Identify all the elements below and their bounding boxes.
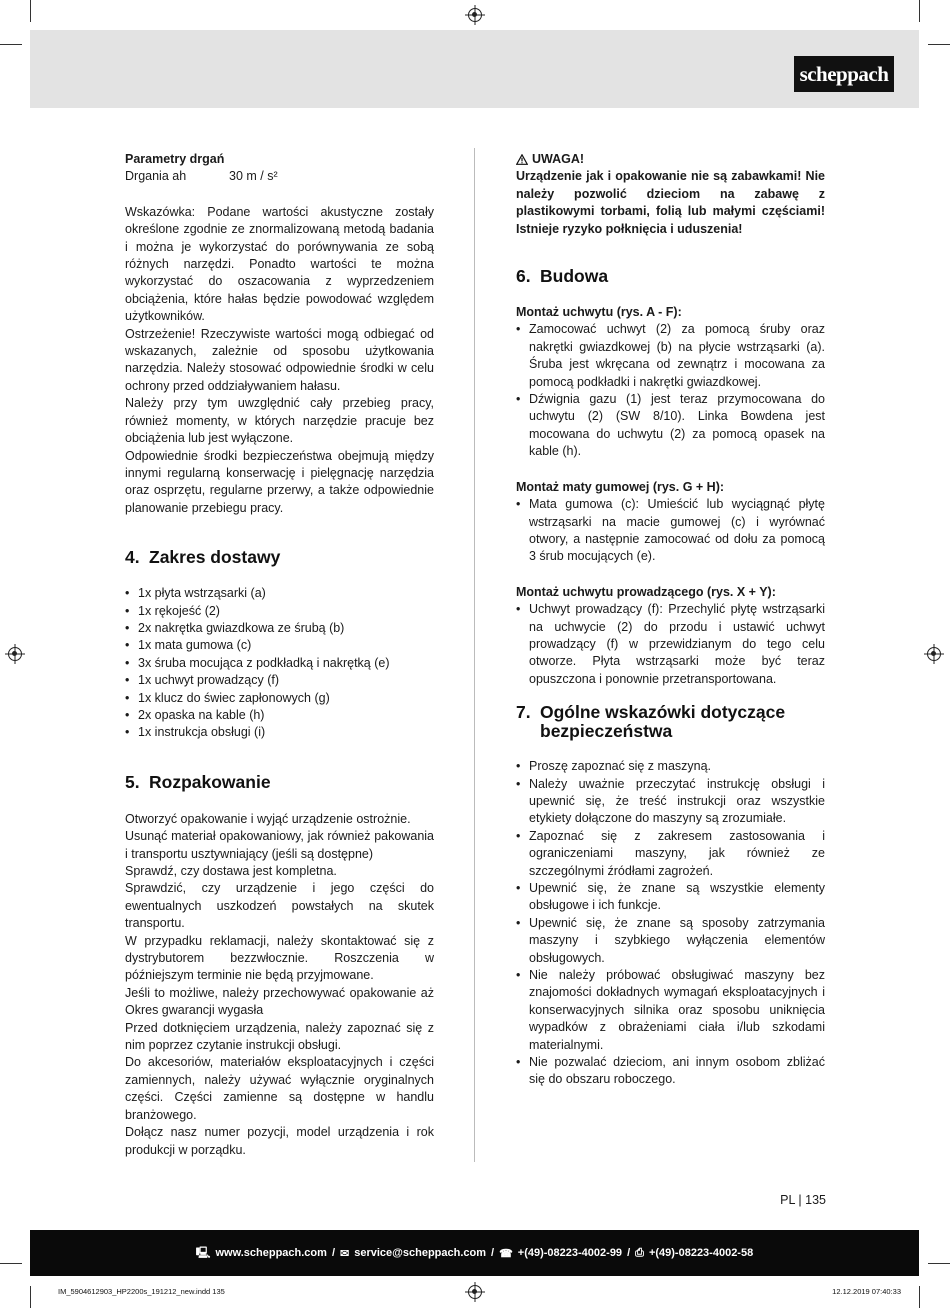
group-heading: Montaż maty gumowej (rys. G + H): bbox=[516, 479, 725, 494]
list-item: • 3x śruba mocująca z podkładką i nakrętką (e) bbox=[125, 655, 434, 672]
registration-mark-icon bbox=[927, 647, 941, 661]
note-paragraph: Wskazówka: Podane wartości akustyczne zostały określone zgodnie ze znormalizowaną metodą badania i można je wykorzystać do porównywania ze sobą różnych narzędzi. Ponadto wartości te można wykorzystać do oszacowania z wyprzedzeniem obciążenia, które hałas będzie powodować względem użytkowników. bbox=[125, 204, 434, 324]
group-heading: Montaż uchwytu prowadzącego (rys. X + Y): bbox=[516, 584, 776, 599]
footer-bar: 🖳 www.scheppach.com / ✉ service@scheppach.com / ☎ +(49)-08223-4002-99 / ⎙ +(49)-08223-4002-58 bbox=[30, 1230, 919, 1276]
unpacking-paragraph: Do akcesoriów, materiałów eksploatacyjnych i części zamiennych, należy używać wyłącznie oryginalnych części. Części zamienne są dostępne w handlu branżowego. bbox=[125, 1055, 434, 1122]
phone-number: +(49)-08223-4002-99 bbox=[517, 1247, 623, 1259]
unpacking-paragraph: Dołącz nasz numer pozycji, model urządzenia i rok produkcji w porządku. bbox=[125, 1125, 434, 1157]
computer-icon: 🖳 bbox=[195, 1246, 211, 1259]
print-slug-file: IM_5904612903_HP2200s_191212_new.indd 135 bbox=[58, 1287, 225, 1296]
registration-mark-icon bbox=[8, 647, 22, 661]
list-item: • 1x mata gumowa (c) bbox=[125, 637, 434, 654]
list-item: • Mata gumowa (c): Umieścić lub wyciągnąć płytę wstrząsarki na macie gumowej (c) i wyrównać otwory, a następnie zamocować od dołu za pomocą 3 śrub mocujących (e). bbox=[516, 496, 825, 566]
header-band bbox=[30, 30, 919, 108]
list-item: • Zamocować uchwyt (2) za pomocą śruby oraz nakrętki gwiazdkowej (b) na płycie wstrząsarki (a). Śruba jest wkręcana od zewnątrz i mocowana za pomocą podkładki i nakrętki gwiazdkowej. bbox=[516, 321, 825, 391]
list-item: • Upewnić się, że znane są sposoby zatrzymania maszyny i szybkiego wyłączenia elementów obsługowych. bbox=[516, 915, 825, 967]
crop-mark bbox=[30, 0, 31, 22]
section-4-heading: 4. Zakres dostawy bbox=[125, 547, 281, 568]
crop-mark bbox=[919, 1286, 920, 1308]
left-column bbox=[125, 151, 434, 1159]
warning-text: Urządzenie jak i opakowanie nie są zabawkami! Nie należy pozwolić dzieciom na zabawę z plastikowymi torbami, folią lub małymi częściami! Istnieje ryzyko połknięcia i uduszenia! bbox=[516, 169, 825, 236]
unpacking-paragraph: Przed dotknięciem urządzenia, należy zapoznać się z nim poprzez czytanie instrukcji obsługi. bbox=[125, 1020, 434, 1053]
list-item: • 1x klucz do świec zapłonowych (g) bbox=[125, 690, 434, 707]
note-paragraph: Należy przy tym uwzględnić cały przebieg pracy, również momenty, w których narzędzie pracuje bez obciążenia lub jest wyłączone. bbox=[125, 396, 434, 446]
list-item: • Dźwignia gazu (1) jest teraz przymocowana do uchwytu (2) (SW 8/10). Linka Bowdena jest mocowana do uchwytu (2) za pomocą opasek na kable (h). bbox=[516, 391, 825, 461]
crop-mark bbox=[0, 44, 22, 45]
list-item: • 2x opaska na kable (h) bbox=[125, 707, 434, 724]
scheppach-logo: scheppach bbox=[794, 56, 894, 92]
section-6-heading: 6. Budowa bbox=[516, 266, 609, 287]
list-item: • Uchwyt prowadzący (f): Przechylić płytę wstrząsarki na uchwycie (2) do przodu i ustawić uchwyt prowadzący (f) w przewidzianym do tego celu otworze. Płyta wstrząsarki może być teraz opuszczona i ponownie przetransportowana. bbox=[516, 601, 825, 688]
vibration-title: Parametry drgań bbox=[125, 152, 225, 166]
list-item: • 2x nakrętka gwiazdkowa ze śrubą (b) bbox=[125, 620, 434, 637]
assembly-list bbox=[516, 321, 825, 460]
delivery-list bbox=[125, 585, 434, 742]
crop-mark bbox=[928, 1263, 950, 1264]
unpacking-paragraph: Usunąć materiał opakowaniowy, jak również pakowania i transportu usztywniający (jeśli są dostępne) bbox=[125, 829, 434, 861]
crop-mark bbox=[0, 1263, 22, 1264]
list-item: • 1x instrukcja obsługi (i) bbox=[125, 724, 434, 741]
list-item: • 1x rękojeść (2) bbox=[125, 603, 434, 620]
assembly-list bbox=[516, 601, 825, 688]
vibration-value: 30 m / s² bbox=[229, 169, 278, 184]
list-item: • Nie należy próbować obsługiwać maszyny bez znajomości dokładnych wymagań eksploatacyjnych i konserwacyjnych silnika oraz sposobu uniknięcia wypadków z obrażeniami ciała i/lub szkodami materialnymi. bbox=[516, 967, 825, 1054]
section-5-heading: 5. Rozpakowanie bbox=[125, 771, 271, 792]
right-column bbox=[516, 151, 825, 1089]
crop-mark bbox=[919, 0, 920, 22]
assembly-list bbox=[516, 496, 825, 566]
website-link[interactable]: www.scheppach.com bbox=[215, 1247, 327, 1259]
list-item: • 1x płyta wstrząsarki (a) bbox=[125, 585, 434, 602]
unpacking-paragraph: Sprawdzić, czy urządzenie i jego części do ewentualnych uszkodzeń powstałych na skutek transportu. bbox=[125, 881, 434, 931]
list-item: • Należy uważnie przeczytać instrukcję obsługi i upewnić się, że treść instrukcji oraz wszystkie etykiety dołączone do maszyny są zrozumiałe. bbox=[516, 776, 825, 828]
unpacking-paragraph: W przypadku reklamacji, należy skontaktować się z dystrybutorem bezzwłocznie. Roszczenia w późniejszym terminie nie będą przyjmowane. bbox=[125, 933, 434, 983]
vibration-label: Drgania ah bbox=[125, 169, 187, 184]
unpacking-paragraph: Otworzyć opakowanie i wyjąć urządzenie ostrożnie. bbox=[125, 811, 411, 826]
warning-triangle-icon bbox=[516, 154, 528, 165]
fax-number: +(49)-08223-4002-58 bbox=[648, 1247, 754, 1259]
list-item: • Zapoznać się z zakresem zastosowania i ograniczeniami maszyny, jak również ze szczególnymi źródłami zagrożeń. bbox=[516, 828, 825, 880]
list-item: • Proszę zapoznać się z maszyną. bbox=[516, 758, 825, 775]
unpacking-paragraph: Jeśli to możliwe, należy przechowywać opakowanie aż Okres gwarancji wygasła bbox=[125, 985, 434, 1018]
group-heading: Montaż uchwytu (rys. A - F): bbox=[516, 305, 682, 320]
list-item: • Nie pozwalać dzieciom, ani innym osobom zbliżać się do obszaru roboczego. bbox=[516, 1054, 825, 1089]
crop-mark bbox=[928, 44, 950, 45]
print-slug-date: 12.12.2019 07:40:33 bbox=[832, 1287, 901, 1296]
safety-list bbox=[516, 758, 825, 1089]
email-link[interactable]: service@scheppach.com bbox=[354, 1247, 487, 1259]
phone-icon: ☎ bbox=[499, 1247, 513, 1260]
column-divider bbox=[474, 148, 475, 1162]
note-paragraph: Odpowiednie środki bezpieczeństwa obejmują między innymi regularną konserwację i pielęgnację narzędzia oraz osprzętu, regularne przerwy, a także odpowiednie planowanie przebiegu pracy. bbox=[125, 448, 434, 515]
mail-icon: ✉ bbox=[340, 1247, 350, 1260]
list-item: • 1x uchwyt prowadzący (f) bbox=[125, 672, 434, 689]
fax-icon: ⎙ bbox=[635, 1246, 644, 1259]
note-paragraph: Ostrzeżenie! Rzeczywiste wartości mogą odbiegać od wskazanych, zależnie od sposobu użytkowania narzędzia. Należy stosować odpowiednie środki w celu ochrony przed oddziaływaniem hałasu. bbox=[125, 326, 434, 393]
list-item: • Upewnić się, że znane są wszystkie elementy obsługowe i ich funkcje. bbox=[516, 880, 825, 915]
registration-mark-icon bbox=[468, 8, 482, 22]
warning-title: UWAGA! bbox=[516, 151, 825, 168]
registration-mark-icon bbox=[468, 1285, 482, 1299]
crop-mark bbox=[30, 1286, 31, 1308]
vibration-row bbox=[125, 168, 434, 185]
section-7-heading: 7. Ogólne wskazówki dotyczące bezpieczeństwa bbox=[516, 702, 786, 742]
unpacking-paragraph: Sprawdź, czy dostawa jest kompletna. bbox=[125, 864, 337, 878]
page-number: PL | 135 bbox=[780, 1193, 826, 1207]
